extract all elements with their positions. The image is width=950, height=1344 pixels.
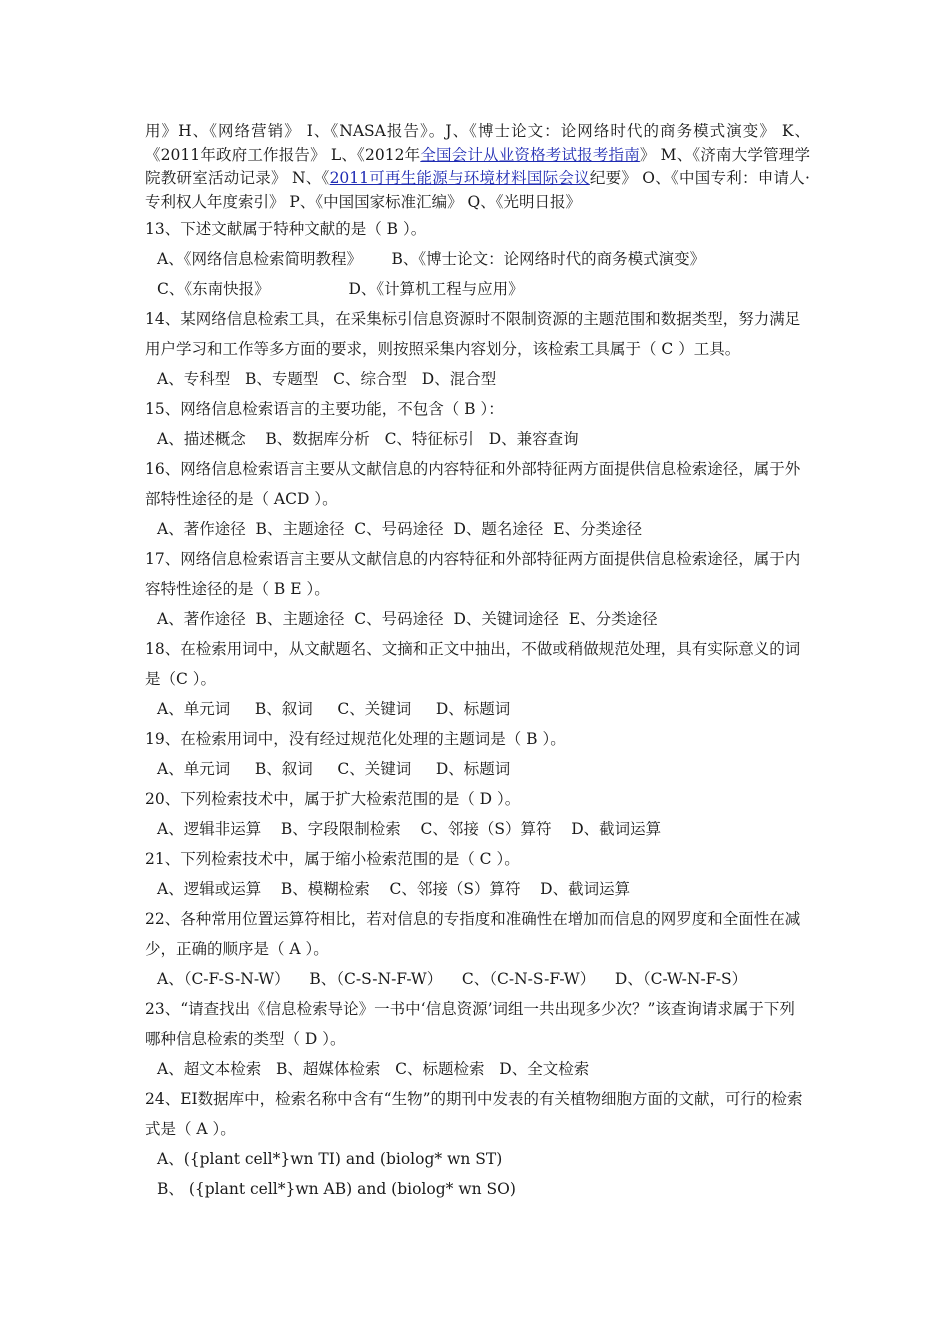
- question-block: [145, 1084, 810, 1204]
- question-text: 13、下述文献属于特种文献的是（ B ）。: [145, 220, 427, 238]
- answer-options: A、超文本检索 B、超媒体检索 C、标题检索 D、全文检索: [157, 1060, 590, 1078]
- intro-paragraph: [145, 120, 810, 214]
- question-block: [145, 544, 810, 634]
- answer-options: A、描述概念 B、数据库分析 C、特征标引 D、兼容查询: [157, 430, 579, 448]
- question-text: 20、下列检索技术中，属于扩大检索范围的是（ D ）。: [145, 790, 521, 808]
- question-text: 16、网络信息检索语言主要从文献信息的内容特征和外部特征两方面提供信息检索途径，属于外部特性途径的是（ ACD ）。: [145, 460, 801, 508]
- question-text: 24、EI数据库中，检索名称中含有“生物”的期刊中发表的有关植物细胞方面的文献，可行的检索式是（ A ）。: [145, 1090, 803, 1138]
- answer-options: A、（C-F-S-N-W） B、（C-S-N-F-W） C、（C-N-S-F-W） D、（C-W-N-F-S）: [157, 970, 748, 988]
- intro-text-3: 纪要》 O、《中国专利：申请人·专利权人年度索引》 P、《中国国家标准汇编》 Q、《光明日报》: [145, 169, 810, 211]
- intro-text-2: 》 M、《济南大学管理学院教研室活动记录》 N、《: [145, 145, 810, 187]
- answer-options: A、专科型 B、专题型 C、综合型 D、混合型: [157, 370, 497, 388]
- question-text: 19、在检索用词中，没有经过规范化处理的主题词是（ B ）。: [145, 730, 566, 748]
- question-list: [145, 214, 810, 1204]
- question-block: [145, 394, 810, 454]
- question-block: [145, 844, 810, 904]
- answer-options: A、逻辑非运算 B、字段限制检索 C、邻接（S）算符 D、截词运算: [157, 820, 662, 838]
- intro-text-1: 用》H、《网络营销》 I、《NASA报告》。J、《博士论文：论网络时代的商务模式演变》 K、《2011年政府工作报告》 L、《2012年: [145, 122, 810, 164]
- conference-link[interactable]: 2011可再生能源与环境材料国际会议: [329, 169, 590, 187]
- answer-options: A、单元词 B、叙词 C、关键词 D、标题词: [157, 760, 511, 778]
- question-block: [145, 454, 810, 544]
- answer-options: A、逻辑或运算 B、模糊检索 C、邻接（S）算符 D、截词运算: [157, 880, 631, 898]
- question-text: 23、“请查找出《信息检索导论》一书中‘信息资源’词组一共出现多少次？”该查询请求属于下列哪种信息检索的类型（ D ）。: [145, 1000, 795, 1048]
- answer-options: A、著作途径 B、主题途径 C、号码途径 D、关键词途径 E、分类途径: [157, 610, 658, 628]
- answer-options: A、著作途径 B、主题途径 C、号码途径 D、题名途径 E、分类途径: [157, 520, 643, 538]
- answer-options: A、《网络信息检索简明教程》 B、《博士论文：论网络时代的商务模式演变》: [157, 250, 706, 268]
- document-page: [145, 120, 810, 1204]
- question-text: 21、下列检索技术中，属于缩小检索范围的是（ C ）。: [145, 850, 520, 868]
- question-text: 17、网络信息检索语言主要从文献信息的内容特征和外部特征两方面提供信息检索途径，属于内容特性途径的是（ B E ）。: [145, 550, 801, 598]
- question-block: [145, 214, 810, 304]
- question-text: 18、在检索用词中，从文献题名、文摘和正文中抽出，不做或稍做规范处理，具有实际意义的词是（C ）。: [145, 640, 801, 688]
- question-block: [145, 994, 810, 1084]
- answer-options: B、 ({plant cell*}wn AB) and (biolog* wn SO): [157, 1180, 516, 1198]
- question-block: [145, 724, 810, 784]
- question-text: 14、某网络信息检索工具，在采集标引信息资源时不限制资源的主题范围和数据类型，努力满足用户学习和工作等多方面的要求，则按照采集内容划分，该检索工具属于（ C ）工具。: [145, 310, 801, 358]
- question-text: 22、各种常用位置运算符相比，若对信息的专指度和准确性在增加而信息的网罗度和全面性在减少，正确的顺序是（ A ）。: [145, 910, 801, 958]
- question-block: [145, 904, 810, 994]
- question-text: 15、网络信息检索语言的主要功能，不包含（ B ）：: [145, 400, 504, 418]
- answer-options: A、单元词 B、叙词 C、关键词 D、标题词: [157, 700, 511, 718]
- question-block: [145, 304, 810, 394]
- answer-options: C、《东南快报》 D、《计算机工程与应用》: [157, 280, 524, 298]
- question-block: [145, 784, 810, 844]
- question-block: [145, 634, 810, 724]
- exam-guide-link[interactable]: 全国会计从业资格考试报考指南: [420, 145, 640, 164]
- answer-options: A、({plant cell*}wn TI) and (biolog* wn ST): [157, 1150, 503, 1168]
